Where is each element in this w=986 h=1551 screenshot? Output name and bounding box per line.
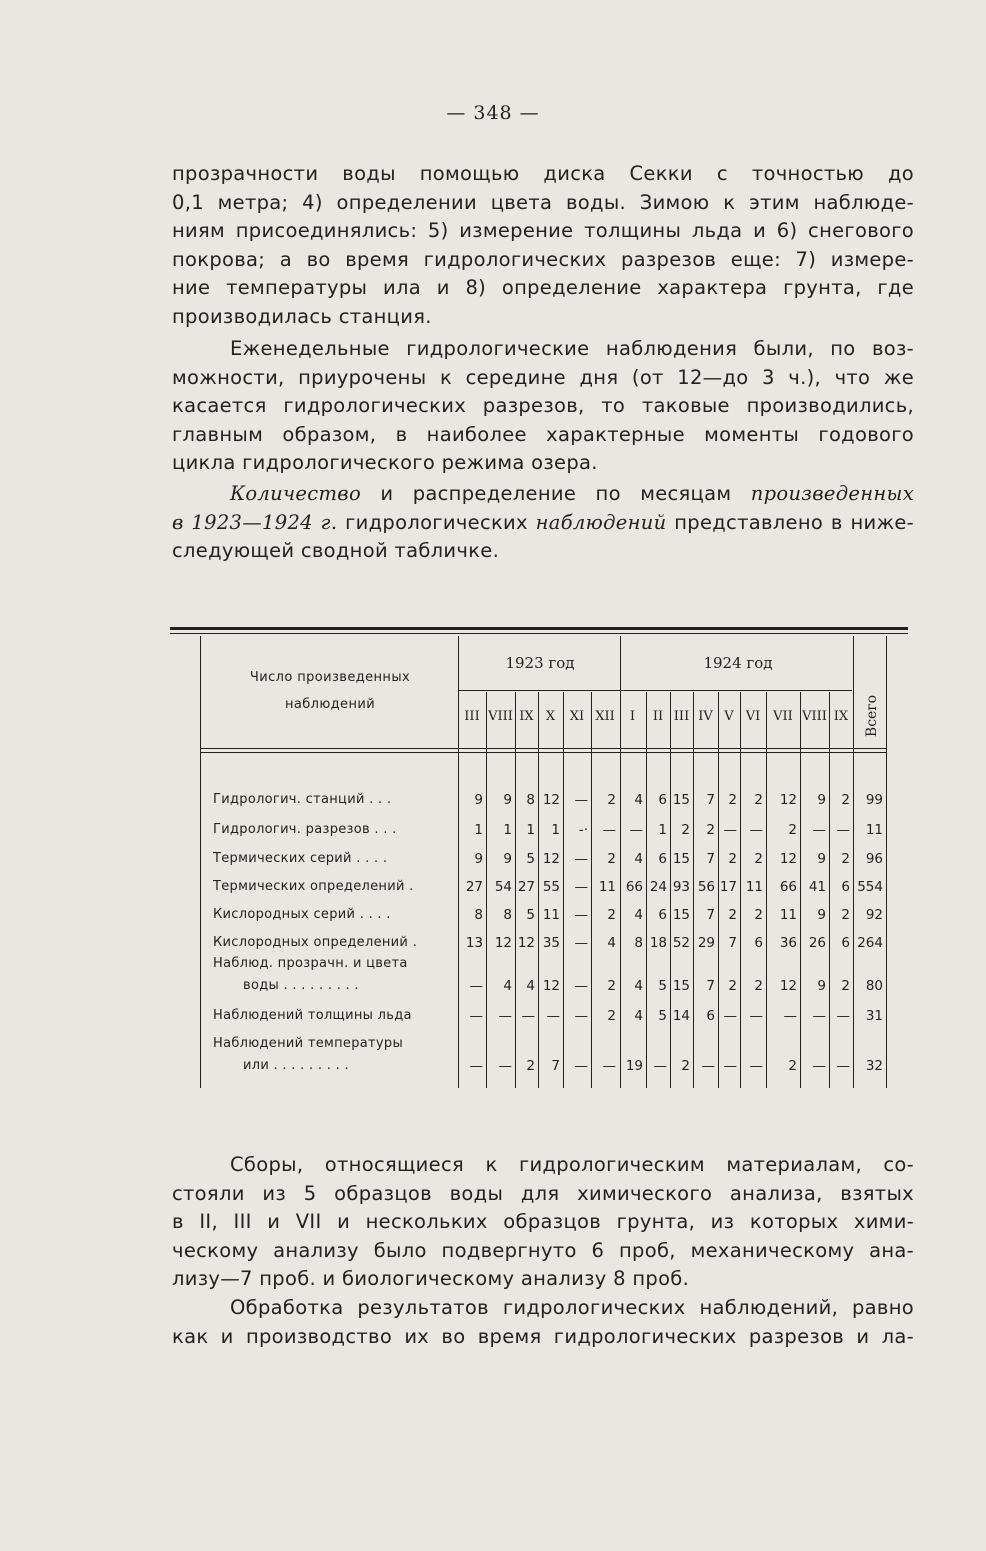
table-header-rule [200, 748, 886, 749]
italic-text: в 1923—1924 г. [172, 510, 338, 534]
year-1923-header: 1923 год [505, 654, 575, 672]
table-cell: — [836, 822, 850, 838]
row-label: Термических серий . . . . [213, 851, 388, 866]
month-header: VI [745, 709, 761, 724]
table-cell: 8 [474, 907, 483, 923]
table-cell: 9 [474, 792, 483, 808]
total-header-label: Всего [864, 694, 880, 738]
table-cell: 7 [706, 851, 715, 867]
table-cell: 15 [672, 851, 690, 867]
text-line: как и производство их во время гидрологических разрезов и ла- [172, 1324, 914, 1348]
table-cell: 8 [526, 792, 535, 808]
table-cell: 66 [625, 879, 643, 895]
table-cell: 9 [474, 851, 483, 867]
table-cell: 12 [542, 851, 560, 867]
row-label: Наблюдений температуры [213, 1036, 404, 1051]
table-cell: — [546, 1008, 560, 1024]
text-line [172, 480, 914, 509]
table-cell: 12 [779, 978, 797, 994]
table-cell: 6 [841, 879, 850, 895]
table-cell: 54 [494, 879, 512, 895]
table-cell: 2 [841, 978, 850, 994]
table-cell: 264 [857, 935, 883, 951]
paragraph-5 [172, 1294, 914, 1351]
table-cell: 11 [542, 907, 560, 923]
table-cell: 2 [788, 822, 797, 838]
text-line: покрова; а во время гидрологических разрезов еще: 7) измере- [172, 247, 914, 271]
table-cell: 2 [841, 792, 850, 808]
text-line: касается гидрологических разрезов, то таковые производились, [172, 394, 914, 417]
text-line: ческому анализу было подвергнуто 6 проб, механическому ана- [172, 1238, 914, 1262]
row-label: воды . . . . . . . . . [243, 978, 359, 993]
table-cell: 12 [779, 851, 797, 867]
table-cell: — [521, 1008, 535, 1024]
row-label: Кислородных определений . [213, 935, 418, 950]
table-cell: 6 [658, 907, 667, 923]
table-cell: 4 [634, 792, 643, 808]
table-cell: 92 [865, 907, 883, 923]
table-header-rule [200, 752, 886, 753]
table-cell: — [812, 1058, 826, 1074]
table-cell: — [574, 851, 588, 867]
paragraph-3 [172, 480, 914, 566]
table-cell: 6 [754, 935, 763, 951]
table-cell: — [749, 822, 763, 838]
table-cell: 9 [817, 978, 826, 994]
italic-text: произведенных [750, 482, 914, 505]
table-cell: 6 [706, 1008, 715, 1024]
table-cell: 1 [503, 822, 512, 838]
table-cell: — [574, 1058, 588, 1074]
table-cell: — [602, 1058, 616, 1074]
table-cell: 99 [865, 792, 883, 808]
month-header: XII [595, 709, 615, 724]
table-cell: 2 [841, 907, 850, 923]
table-cell: 2 [607, 792, 616, 808]
table-cell: 26 [808, 935, 826, 951]
table-cell: 2 [607, 907, 616, 923]
table-cell: 7 [551, 1058, 560, 1074]
row-label: Кислородных серий . . . . [213, 907, 391, 922]
table-top-rule [170, 633, 908, 634]
table-cell: 11 [745, 879, 763, 895]
table-cell: 2 [607, 978, 616, 994]
table-cell: 2 [728, 907, 737, 923]
table-cell: 35 [542, 935, 560, 951]
table-cell: 2 [706, 822, 715, 838]
table-cell: 4 [634, 851, 643, 867]
page-number: — 348 — [446, 102, 540, 124]
text-line: главным образом, в наиболее характерные моменты годового [172, 422, 914, 446]
table-cell: 2 [728, 792, 737, 808]
table-cell: — [574, 792, 588, 808]
table-cell: 9 [817, 907, 826, 923]
table-cell: 2 [754, 851, 763, 867]
table-cell: 2 [728, 978, 737, 994]
table-cell: 11 [779, 907, 797, 923]
text-line: 0,1 метра; 4) определении цвета воды. Зимою к этим наблюде- [172, 190, 914, 214]
table-cell: 2 [754, 792, 763, 808]
table-cell: 80 [865, 978, 883, 994]
table-cell: — [498, 1058, 512, 1074]
text-line: ние температуры ила и 8) определение характера грунта, где [172, 276, 914, 299]
row-label: Гидрологич. станций . . . [213, 792, 392, 807]
table-cell: 2 [754, 978, 763, 994]
row-label: Наблюд. прозрачн. и цвета [213, 956, 408, 971]
table-cell: 12 [779, 792, 797, 808]
table-cell: — [812, 822, 826, 838]
table-cell: 12 [517, 935, 535, 951]
month-header: X [545, 709, 556, 724]
text-line: следующей сводной табличке. [172, 539, 500, 562]
table-cell: 31 [865, 1008, 883, 1024]
table-cell: — [574, 879, 588, 895]
month-header: XI [569, 709, 585, 724]
month-header: VII [773, 709, 793, 724]
table-cell: 17 [719, 879, 737, 895]
table-cell: 36 [779, 935, 797, 951]
text-span: гидрологических [337, 510, 536, 534]
year-rule [458, 690, 852, 691]
table-cell: 2 [788, 1058, 797, 1074]
table-cell: 2 [607, 851, 616, 867]
table-cell: 9 [817, 851, 826, 867]
stub-header: Число произведенных [249, 670, 411, 685]
month-header: VIII [488, 709, 513, 724]
table-cell: 6 [841, 935, 850, 951]
italic-text: наблюдений [535, 510, 667, 534]
table-cell: — [574, 907, 588, 923]
month-header: III [673, 709, 690, 724]
table-cell: — [653, 1058, 667, 1074]
table-cell: 14 [672, 1008, 690, 1024]
table-cell: 1 [658, 822, 667, 838]
table-cell: 1 [474, 822, 483, 838]
table-cell: 4 [607, 935, 616, 951]
table-cell: 5 [526, 907, 535, 923]
table-cell: 6 [658, 851, 667, 867]
text-line: можности, приурочены к середине дня (от 12—до 3 ч.), что же [172, 365, 914, 389]
table-cell: — [469, 978, 483, 994]
table-cell: 2 [728, 851, 737, 867]
paragraph-1 [172, 160, 914, 331]
table-cell: — [701, 1058, 715, 1074]
table-cell: — [574, 978, 588, 994]
italic-text: Количество [230, 482, 361, 505]
table-cell: 7 [706, 907, 715, 923]
table-cell: 9 [503, 792, 512, 808]
table-cell: 5 [658, 978, 667, 994]
text-line [172, 509, 914, 538]
table-cell: 56 [697, 879, 715, 895]
table-cell: — [723, 1058, 737, 1074]
table-cell: — [469, 1058, 483, 1074]
month-header: V [724, 709, 734, 724]
paragraph-4 [172, 1151, 914, 1294]
table-cell: 4 [634, 978, 643, 994]
month-header: I [629, 709, 636, 724]
table-cell: — [723, 822, 737, 838]
month-header: III [464, 709, 480, 724]
table-cell: 12 [542, 978, 560, 994]
table-cell: 12 [542, 792, 560, 808]
table-cell: 7 [728, 935, 737, 951]
table-cell: — [812, 1008, 826, 1024]
table-cell: 1 [526, 822, 535, 838]
table-cell: 4 [526, 978, 535, 994]
text-span: и распределение по месяцам [360, 482, 751, 505]
table-cell: 27 [465, 879, 483, 895]
table-cell: 8 [634, 935, 643, 951]
text-line: лизу—7 проб. и биологическому анализу 8 проб. [172, 1267, 690, 1290]
table-cell: — [749, 1058, 763, 1074]
table-cell: 24 [649, 879, 667, 895]
table-cell: 4 [634, 907, 643, 923]
row-label: Гидрологич. разрезов . . . [213, 822, 397, 837]
table-top-rule [170, 627, 908, 630]
table-cell: — [629, 822, 643, 838]
table-cell: 2 [681, 822, 690, 838]
column-rule [886, 636, 887, 1088]
row-label: Наблюдений толщины льда [213, 1008, 412, 1023]
table-cell: 2 [754, 907, 763, 923]
month-header: IV [698, 709, 713, 724]
table-cell: 4 [503, 978, 512, 994]
table-cell: 12 [494, 935, 512, 951]
text-line: Сборы, относящиеся к гидрологическим материалам, со- [230, 1153, 914, 1176]
table-cell: — [749, 1008, 763, 1024]
month-header: VIII [802, 709, 827, 724]
table-cell: 4 [634, 1008, 643, 1024]
table-cell: 7 [706, 978, 715, 994]
table-cell: 32 [865, 1058, 883, 1074]
table-cell: 27 [517, 879, 535, 895]
table-cell: — [783, 1008, 797, 1024]
row-label: или . . . . . . . . . [243, 1058, 349, 1073]
table-cell: — [498, 1008, 512, 1024]
table-cell: 11 [865, 822, 883, 838]
text-line: производилась станция. [172, 304, 432, 328]
table-cell: 13 [465, 935, 483, 951]
table-cell: — [723, 1008, 737, 1024]
text-line: ниям присоединялись: 5) измерение толщины льда и 6) снегового [172, 219, 914, 242]
table-cell: 9 [817, 792, 826, 808]
table-cell: 93 [672, 879, 690, 895]
table-cell: 2 [681, 1058, 690, 1074]
text-line: прозрачности воды помощью диска Секки с точностью до [172, 162, 914, 185]
table-cell: — [574, 935, 588, 951]
table-cell: — [469, 1008, 483, 1024]
table-cell: 96 [865, 851, 883, 867]
table-cell: 15 [672, 907, 690, 923]
table-cell: — [574, 1008, 588, 1024]
table-cell: 18 [649, 935, 667, 951]
table-cell: 8 [503, 907, 512, 923]
text-line: цикла гидрологического режима озера. [172, 451, 598, 474]
month-header: IX [519, 709, 534, 724]
month-header: II [652, 709, 664, 724]
table-cell: 1 [551, 822, 560, 838]
table-cell: 2 [526, 1058, 535, 1074]
table-cell: 19 [625, 1058, 643, 1074]
table-cell: 11 [598, 879, 616, 895]
text-line: в II, III и VII и нескольких образцов грунта, из которых хими- [172, 1210, 914, 1233]
paragraph-2 [172, 335, 914, 478]
month-header: IX [833, 709, 849, 724]
table-cell: 15 [672, 792, 690, 808]
table-cell: — [836, 1008, 850, 1024]
text-span: представлено в ниже- [666, 510, 914, 534]
table-cell: — [602, 822, 616, 838]
table-cell: 52 [672, 935, 690, 951]
table-cell: 5 [526, 851, 535, 867]
table-cell: — [836, 1058, 850, 1074]
table-cell: 7 [706, 792, 715, 808]
table-cell: 2 [607, 1008, 616, 1024]
text-line: стояли из 5 образцов воды для химического анализа, взятых [172, 1181, 914, 1205]
table-cell: 15 [672, 978, 690, 994]
table-cell: 5 [658, 1008, 667, 1024]
table-left-border [200, 636, 201, 1088]
year-1924-header: 1924 год [703, 654, 773, 672]
table-cell: 2 [841, 851, 850, 867]
table-cell: 9 [503, 851, 512, 867]
table-cell: 41 [808, 879, 826, 895]
text-line: Обработка результатов гидрологических наблюдений, равно [230, 1296, 914, 1319]
table-cell: 55 [542, 879, 560, 895]
table-cell: 66 [779, 879, 797, 895]
total-header [862, 690, 884, 746]
table-cell: -· [578, 822, 588, 838]
row-label: Термических определений . [213, 879, 414, 894]
text-line: Еженедельные гидрологические наблюдения были, по воз- [230, 337, 914, 360]
table-cell: 29 [697, 935, 715, 951]
stub-header: наблюдений [284, 697, 376, 712]
table-cell: 554 [857, 879, 883, 895]
table-cell: 6 [658, 792, 667, 808]
